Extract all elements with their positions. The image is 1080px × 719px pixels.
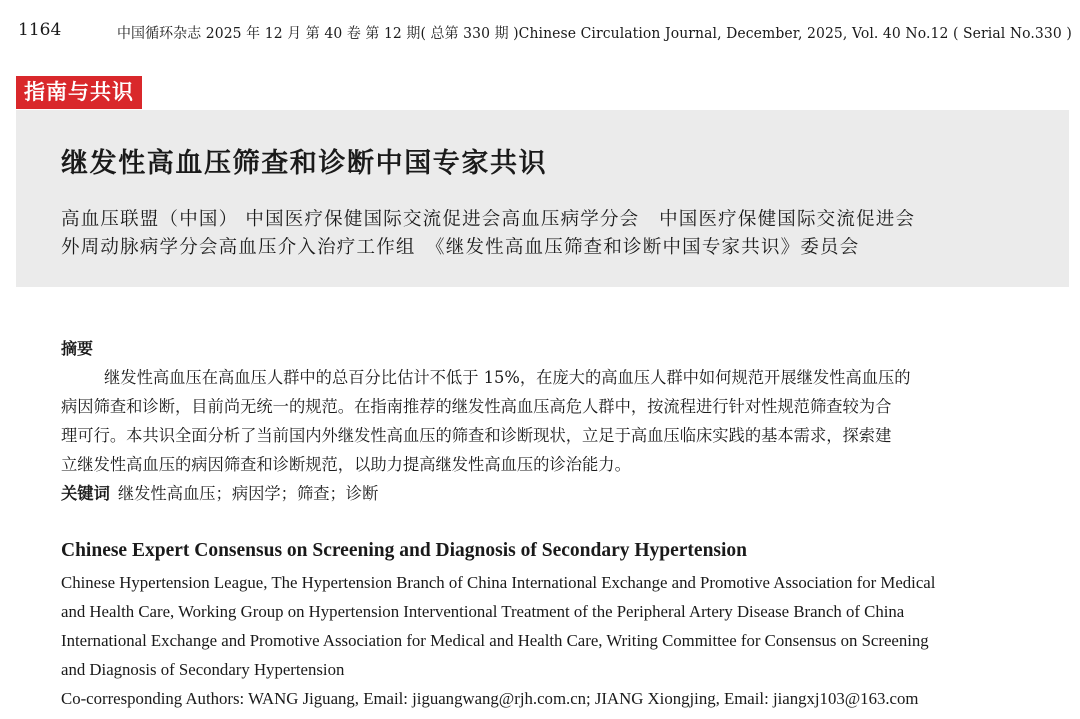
keywords-label: 关键词 [61, 484, 110, 503]
keywords [61, 480, 378, 504]
english-authors-line: and Diagnosis of Secondary Hypertension [61, 660, 345, 679]
keywords-text: 继发性高血压；病因学；筛查；诊断 [117, 484, 379, 503]
chinese-authors-line: 高血压联盟（中国） 中国医疗保健国际交流促进会高血压病学分会 中国医疗保健国际交流促进会 [61, 209, 916, 230]
abstract-line: 立继发性高血压的病因筛查和诊断规范，以助力提高继发性高血压的诊治能力。 [61, 455, 631, 474]
english-authors-line: Chinese Hypertension League, The Hypertension Branch of China International Exchange and Promotive Association for Medical [61, 573, 936, 592]
chinese-authors-line: 外周动脉病学分会高血压介入治疗工作组 《继发性高血压筛查和诊断中国专家共识》委员会 [61, 237, 860, 258]
corresponding-authors: Co-corresponding Authors: WANG Jiguang, Email: jiguangwang@rjh.com.cn; JIANG Xiongjing, Email: jiangxj103@163.com [61, 689, 919, 708]
english-authors-line: and Health Care, Working Group on Hypertension Interventional Treatment of the Peripheral Artery Disease Branch of China [61, 602, 905, 621]
abstract-label: 摘要 [61, 339, 94, 358]
chinese-title: 继发性高血压筛查和诊断中国专家共识 [61, 148, 548, 179]
abstract-line: 继发性高血压在高血压人群中的总百分比估计不低于 15%，在庞大的高血压人群中如何规范开展继发性高血压的 [104, 368, 911, 387]
title-box [16, 110, 1069, 287]
running-header: 中国循环杂志 2025 年 12 月 第 40 卷 第 12 期( 总第 330 期 )Chinese Circulation Journal, December, 2025, Vol. 40 No.12 ( Serial No.330 ) [117, 26, 1072, 42]
section-tag: 指南与共识 [16, 76, 142, 109]
english-title: Chinese Expert Consensus on Screening and Diagnosis of Secondary Hypertension [61, 540, 748, 561]
abstract-line: 理可行。本共识全面分析了当前国内外继发性高血压的筛查和诊断现状，立足于高血压临床实践的基本需求，探索建 [61, 426, 892, 445]
abstract-line: 病因筛查和诊断，目前尚无统一的规范。在指南推荐的继发性高血压高危人群中，按流程进行针对性规范筛查较为合 [61, 397, 892, 416]
english-authors-line: International Exchange and Promotive Association for Medical and Health Care, Writing Committee for Consensus on Screening [61, 631, 929, 650]
page-number: 1164 [18, 20, 62, 40]
